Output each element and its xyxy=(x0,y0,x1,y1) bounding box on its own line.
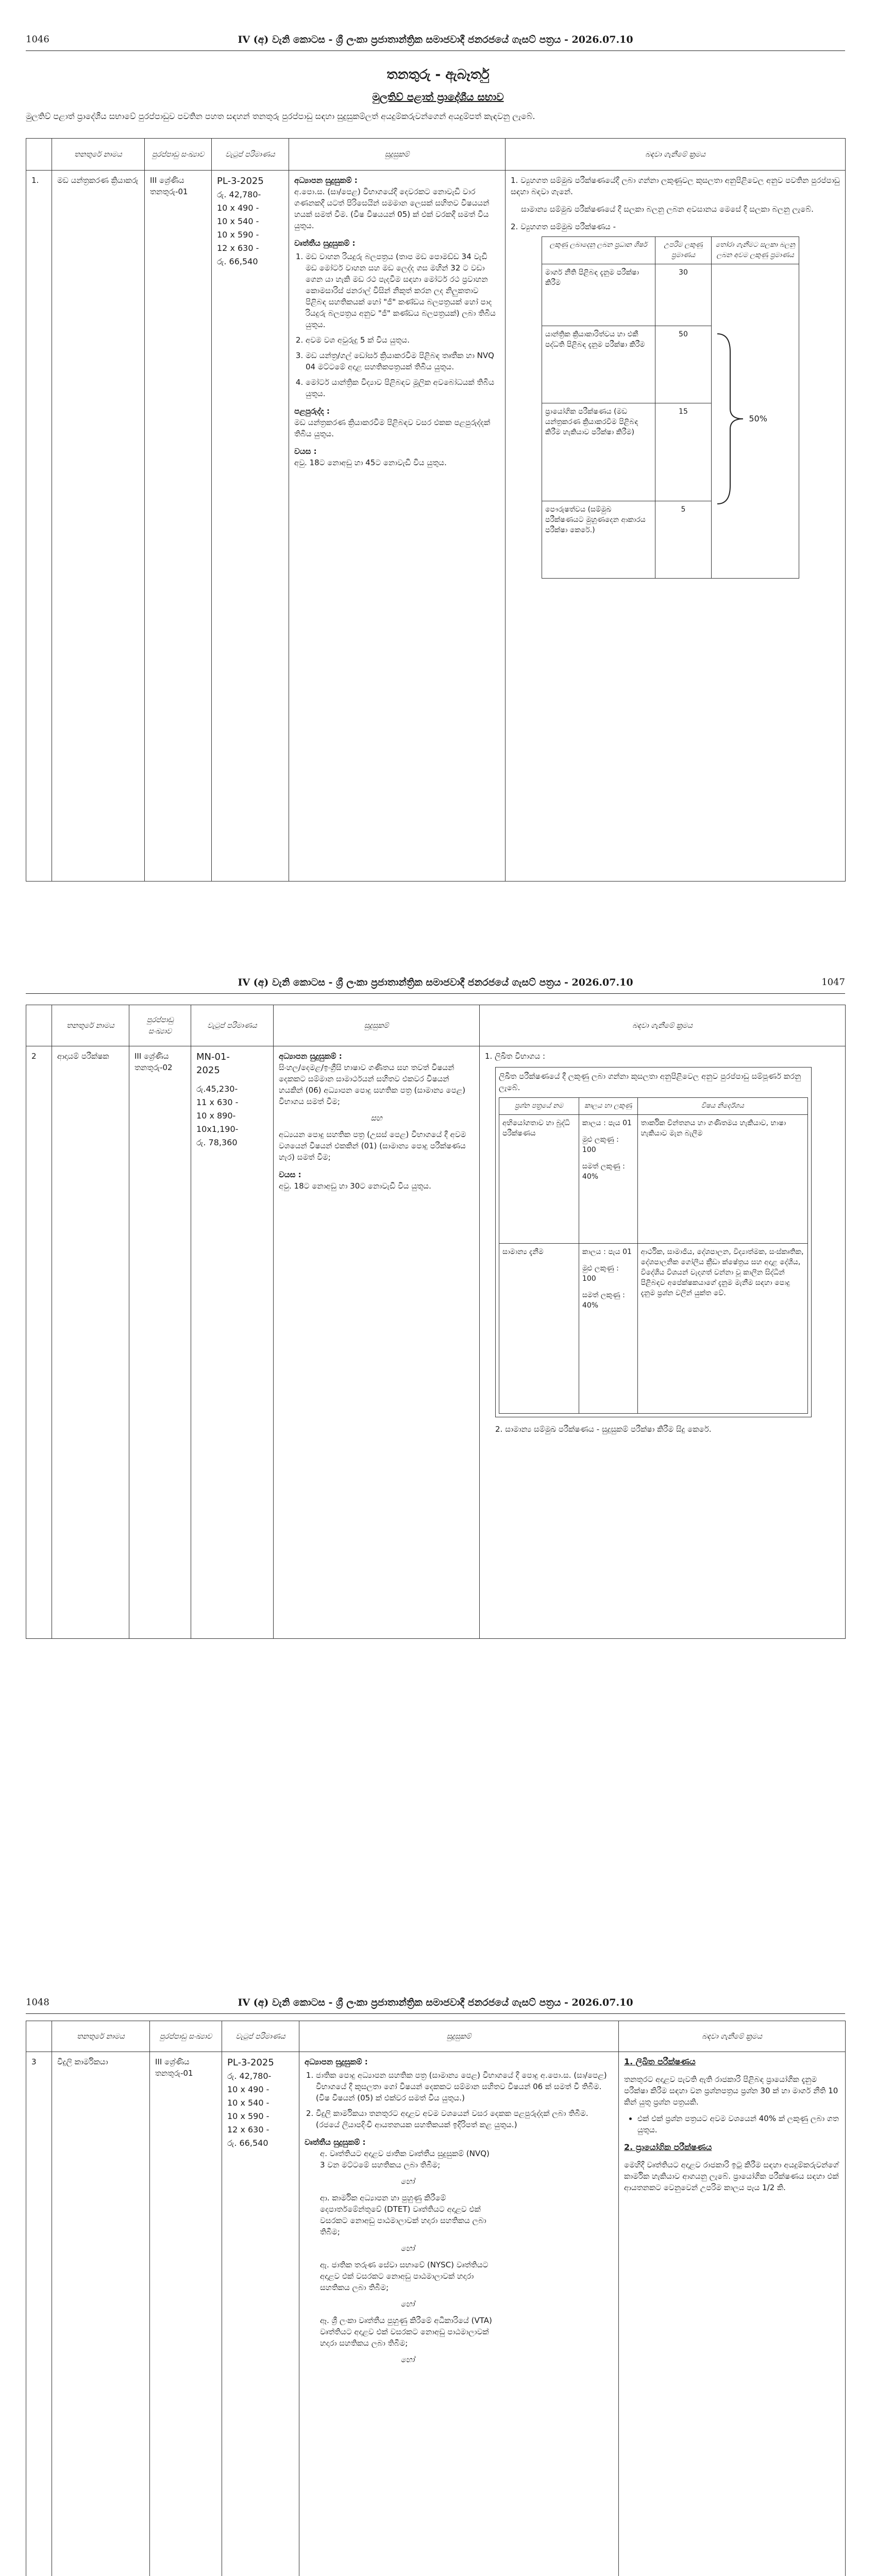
method-step-2: 2. ව්‍යුහගත සම්මුඛ පරීක්ෂණය - xyxy=(511,222,616,231)
inner-col-max: උපරිම ලකුණු ප්‍රමාණය xyxy=(655,237,712,264)
salary-scale xyxy=(191,1046,274,1639)
vacancy-count: III ශ්‍රේණිය තනතුරු-02 xyxy=(129,1046,191,1639)
qualifications-cell xyxy=(299,2052,619,2576)
voc-heading: වෘත්තීය සුදුසුකම් : xyxy=(294,239,356,248)
edu-heading: අධ්‍යාපන සුදුසුකම් : xyxy=(294,176,358,185)
vacancy-table xyxy=(26,1005,846,1639)
col-vacancy: පුරප්පාඩු සංඛ්‍යාව xyxy=(145,139,212,171)
header-title: IV (අ) වැනි කොටස - ශ්‍රී ලංකා ප්‍රජාතාන්ත්‍රික සමාජවාදී ජනරජයේ ගැසට් පත්‍රය - 2026.07.10 xyxy=(238,977,633,988)
salary-line: රු. 66,540 xyxy=(227,2138,268,2148)
or-label: හෝ xyxy=(400,2355,415,2364)
row-number: 2 xyxy=(26,1046,52,1639)
salary-line: 10 x 540 - xyxy=(217,216,259,226)
col-no xyxy=(26,1005,52,1046)
vacancy-table xyxy=(26,2021,846,2576)
list-item: ඈ. ශ්‍රී ලංකා වෘත්තීය පුහුණු කිරීමේ අධිකාරියේ (VTA) වෘත්තියට අදාළව එක් වසරකට නොඅඩු පාඨමාලාවක් හදාරා සහතිකය ලබා තිබීම; xyxy=(320,2316,492,2348)
method-step-2: 2. ප්‍රායෝගික පරීක්ෂණය xyxy=(624,2142,712,2152)
inner-label: පෞරුෂත්වය (සම්මුඛ පරීක්ෂණයට මුහුණදෙන ආකාරය පරීක්ෂා කෙරේ.) xyxy=(542,501,655,579)
inner-col-head: ලකුණු ලබාදෙනු ලබන ප්‍රධාන ශීර්ෂ xyxy=(542,237,655,264)
written-exam-box xyxy=(495,1067,812,1417)
method-step-1: 1. ව්‍යුහගත සම්මුඛ පරීක්ෂණයේදී ලබා ගන්නා ලකුණුවල කුසලතා අනුපිළිවෙල අනුව පවතින පුරප්පාඩු සඳහා බඳවා ගැනේ. xyxy=(511,176,840,196)
age-text: අවු. 18ට නොඅඩු හා 30ට නොවැඩි විය යුතුය. xyxy=(279,1181,431,1191)
list-item: ඇ. ජාතික තරුණ සේවා සභාවේ (NYSC) වෘත්තියට අදාළව එක් වසරකට නොඅඩු පාඨමාලාවක් හදාරා සහතිකය ලබා තිබීම; xyxy=(320,2260,488,2292)
list-item: 2. අවම වශ අවුරුදු 5 ක් විය යුතුය. xyxy=(306,334,500,346)
vacancy-count: III ශ්‍රේණිය තනතුරු-01 xyxy=(150,2052,222,2576)
salary-line: 12 x 630 - xyxy=(227,2125,269,2134)
method-step-1-text: ලිඛිත විභාගය : xyxy=(495,1052,546,1061)
col-no xyxy=(26,2021,52,2052)
salary-line: රු. 78,360 xyxy=(196,1138,238,1147)
salary-line: රු. 42,780- xyxy=(227,2071,272,2081)
exp-text: මඩ යන්ත්‍රකරණ ක්‍රියාකරවීම පිළිබඳව වසර එකක පළපුරුද්දක් තිබිය යුතුය. xyxy=(294,418,491,438)
salary-line: 10 x 590 - xyxy=(217,230,259,240)
table-row xyxy=(26,171,846,882)
inner-min-cell xyxy=(712,264,799,579)
method-step-2: 2. සාමාන්‍ය සම්මුඛ පරීක්ෂණය - සුදුසුකම් පරීක්ෂා කිරීම සිදු කෙරේ. xyxy=(495,1425,712,1434)
method-step-1-desc: තනතුරට අදාළව පැවති ඇති රාජකාරි පිළිබඳ ප්‍රායෝගික දැනුම පරීක්ෂා කිරීම සඳහා වන ප්‍රශ්නපත්‍රය ප්‍රශ්න 30 ක් හා මාර්ග නීති 10 කින් යුතු ප්‍රශ්න පත්‍රයකි. xyxy=(624,2075,838,2107)
col-post: තනතුරේ නාමය xyxy=(52,139,145,171)
caption-subtitle: මුලතිව් පළාත් ප්‍රාදේශීය සභාව xyxy=(372,91,504,103)
exam-col-name: ප්‍රශ්න පත්‍රයේ නම xyxy=(499,1098,579,1115)
exam-syllabus: තාර්කික චින්තනය හා ගණිතමය හැකියාව, භාෂා හැකියාව මැන බැලීම xyxy=(637,1115,808,1244)
col-no xyxy=(26,139,52,171)
salary-line: රු. 42,780- xyxy=(217,190,261,199)
table-row xyxy=(26,1046,846,1639)
table-row xyxy=(499,1244,808,1414)
col-method: බඳවා ගැනීමේ ක්‍රමය xyxy=(480,1005,846,1046)
list-item: • එක් එක් ප්‍රශ්න පත්‍රයට අවම වශයෙන් 40% ක් ලකුණු ලබා ගත යුතුය. xyxy=(637,2113,840,2136)
col-post: තනතුරේ නාමය xyxy=(52,2021,150,2052)
page-header xyxy=(26,1994,845,2014)
exam-syllabus: ආර්ථික, සාමාජීය, දේශපාලන, විද්‍යාත්මක, සංස්කෘතික, දේශපාලනික ගෝලීය ක්‍රීඩා ක්ෂේත්‍රය සහ අදාළ දේශීය, විදේශීය විශයන් වැදගත් වන්නා වූ කාලීන සිද්ධීන් පිළිබඳව අපේක්ෂකයාගේ දැනුම මැනීම සඳහා පොදු දැනුම ප්‍රශ්න වලින් යුක්ත වේ. xyxy=(637,1244,808,1414)
interview-marks-table xyxy=(542,236,799,579)
method-step-1-desc: ලිඛිත පරීක්ෂණයේ දී ලකුණු ලබා ගන්නා කුසලතා අනුපිළිවෙල අනුව පුරප්පාඩු සම්පූර්ණ කරනු ලැබේ. xyxy=(499,1072,801,1092)
salary-line: රු. 66,540 xyxy=(217,257,258,266)
method-step-1-text: ව්‍යුහගත සම්මුඛ පරීක්ෂණයේදී ලබා ගන්නා ලකුණුවල කුසලතා අනුපිළිවෙල අනුව පවතින පුරප්පාඩු සඳහා බඳවා ගැනේ. xyxy=(511,176,840,196)
vacancy-table xyxy=(26,138,846,882)
col-qualifications: සුදුසුකම් xyxy=(289,139,506,171)
exp-heading: පළපුරුද්ද : xyxy=(294,406,330,416)
page-number: 1047 xyxy=(821,977,845,988)
gazette-page-1046 xyxy=(0,0,876,943)
method-step-1: 1. ලිඛිත විභාගය : xyxy=(485,1052,546,1061)
exam-time-cell xyxy=(579,1115,637,1244)
exam-total: මුළු ලකුණු : 100 xyxy=(582,1264,619,1283)
edu-list xyxy=(305,2070,613,2130)
page-header xyxy=(26,31,845,52)
salary-scale xyxy=(222,2052,299,2576)
page-number: 1048 xyxy=(26,1997,49,2008)
or-label: හෝ xyxy=(400,2299,415,2309)
salary-line: 11 x 630 - xyxy=(196,1097,239,1107)
post-name: ආදායම් පරීක්ෂක xyxy=(52,1046,129,1639)
salary-line: MN-01- xyxy=(196,1052,230,1062)
header-rule xyxy=(26,50,845,51)
list-item: ආ. කාර්මික අධ්‍යාපන හා පුහුණු කිරීමේ දෙපාර්තමේන්තුවේ (DTET) වෘත්තියට අදාළව එක් වසරකට නොඅඩු පාඨමාලාවක් හදාරා සහතිකය ලබා තිබීම; xyxy=(320,2193,486,2236)
gazette-page-1047 xyxy=(0,943,876,1963)
col-method: බඳවා ගැනීමේ ක්‍රමය xyxy=(506,139,846,171)
table-row xyxy=(542,264,799,326)
method-cell xyxy=(619,2052,846,2576)
salary-scale xyxy=(212,171,289,882)
salary-code: PL-3-2025 xyxy=(227,2057,274,2068)
voc-list xyxy=(305,2148,495,2365)
inner-max: 50 xyxy=(655,326,712,403)
salary-line: රු.45,230- xyxy=(196,1084,238,1094)
edu-heading: අධ්‍යාපන සුදුසුකම් : xyxy=(305,2057,368,2066)
header-rule xyxy=(26,993,845,994)
inner-max: 30 xyxy=(655,264,712,326)
qualifications-cell xyxy=(289,171,506,882)
header-title: IV (අ) වැනි කොටස - ශ්‍රී ලංකා ප්‍රජාතාන්ත්‍රික සමාජවාදී ජනරජයේ ගැසට් පත්‍රය - 2026.07.10 xyxy=(238,1997,633,2008)
vacancy-count: III ශ්‍රේණිය තනතුරු-01 xyxy=(145,171,212,882)
method-cell xyxy=(506,171,846,882)
edu-text-1: සිංහල/දෙමළ/ඉංග්‍රීසි භාෂාව ගණිතය සහ තවත් විෂයන් දෙකකට සම්මාන සාමාර්ථයන් සහිතව එකවර විෂයන් හයකින් (06) අධ්‍යාපන පොදු සහතික පත්‍ර (සාමාන්‍ය පෙළ) විභාගය සමත් වීම; xyxy=(279,1063,466,1106)
method-bullets xyxy=(624,2113,840,2136)
col-vacancy: පුරප්පාඩු සංඛ්‍යාව xyxy=(129,1005,191,1046)
exam-name: සාමාන්‍ය දැනීම xyxy=(499,1244,579,1414)
inner-col-min: තෝරා ගැනීමට සලකා බලනු ලබන අවම ලකුණු ප්‍රමාණය xyxy=(712,237,799,264)
method-note: සාමාන්‍ය සම්මුඛ පරීක්ෂණයේ දී සලකා බලනු ලබන අවසානය මෙසේ දී සලකා බලනු ලැබේ. xyxy=(521,205,814,214)
inner-label: මාර්ග නීති පිළිබඳ දැනුම පරීක්ෂා කිරීම xyxy=(542,264,655,326)
inner-max: 5 xyxy=(655,501,712,579)
list-item: 1. ජාතික පොදු අධ්‍යාපන සහතික පත්‍ර (සාමාන්‍ය පෙළ) විභාගයේ දී පොදු අ.පො.ස. (සා/පෙළ) විභාගයේ දී කුසලතා ගෝ විෂයන් දෙකකට සම්මාන සහිතව විෂයන් 06 ක් සමත් වී තිබීම. (විෂ විෂයන් (05) ක් එක්වර සමත් විය යුතුය.) xyxy=(316,2070,613,2104)
intro-paragraph: මුලතිව් පළාත් ප්‍රාදේශීය සභාවේ පුරප්පාඩුව පවතින පහත සඳහන් තනතුරු පුරප්පාඩු සඳහා සුදුසුකම්ලත් අයදුම්කරුවන්ගෙන් අයදුම්පත් කැඳවනු ලැබේ. xyxy=(26,111,535,121)
age-heading: වයස : xyxy=(279,1170,301,1179)
age-text: අවු. 18ට නොඅඩු හා 45ට නොවැඩි විය යුතුය. xyxy=(294,458,447,467)
and-label: සහ xyxy=(370,1113,382,1123)
salary-line: 10 x 490 - xyxy=(217,203,259,213)
list-item: 2. විදුලි කාර්මිකයා තනතුරට අදාළව අවම වශයෙන් වසර දෙකක පළපුරුද්දක් ලබා තිබීම. (රජයේ ලියාපදිංචි ආයතනයක සහතිකයක් ඉදිරිපත් කළ යුතුය.) xyxy=(316,2108,613,2130)
list-item: 4. මෝටර් යාන්ත්‍රික විද්‍යාව පිළිබඳව මූලික අවබෝධයක් තිබිය යුතුය. xyxy=(306,377,500,399)
inner-min-value: 50% xyxy=(749,414,767,423)
post-name: විදුලි කාර්මිකයා xyxy=(52,2052,150,2576)
list-item: අ. වෘත්තියට අදාළව ජාතික වෘත්තීය සුදුසුකම් (NVQ) 3 වන මට්ටමේ සහතිකය ලබා තිබීම; xyxy=(320,2149,490,2170)
brace-icon xyxy=(715,331,746,506)
voc-list xyxy=(294,251,500,399)
salary-line: 12 x 630 - xyxy=(217,243,259,253)
method-step-2-text: ව්‍යුහගත සම්මුඛ පරීක්ෂණය - xyxy=(520,222,616,231)
salary-line xyxy=(196,1077,268,1082)
inner-label: යාන්ත්‍රික ක්‍රියාකාරිත්වය හා එකී පද්ධති පිළිබඳ දැනුම පරීක්ෂා කිරීම xyxy=(542,326,655,403)
method-cell xyxy=(480,1046,846,1639)
col-salary: වැටුප් පරිමාණය xyxy=(222,2021,299,2052)
col-salary: වැටුප් පරිමාණය xyxy=(212,139,289,171)
col-qualifications: සුදුසුකම් xyxy=(274,1005,480,1046)
or-label: හෝ xyxy=(400,2177,415,2186)
inner-label: ප්‍රායෝගික පරීක්ෂණය (මඩ යන්ත්‍රකරණ ක්‍රියාකරවීම පිළිබඳ කිරීම හැකියාව පරීක්ෂා කිරීම) xyxy=(542,403,655,501)
salary-line: 10 x 590 - xyxy=(227,2111,269,2121)
page-header xyxy=(26,974,845,994)
inner-max: 15 xyxy=(655,403,712,501)
col-salary: වැටුප් පරිමාණය xyxy=(191,1005,274,1046)
post-name: මඩ යන්ත්‍රකරණ ක්‍රියාකරු xyxy=(52,171,145,882)
method-step-2-desc: මෙහිදී වෘත්තියට අදාළව රාජකාරි ඉටු කිරීම සඳහා අයදුම්කරුවන්ගේ කාර්මික හැකියාව ආගයනු ලැබේ. ප්‍රායෝගික පරීක්ෂණය සඳහා එක් ආයතනකට වෙනුවෙන් උපරිම කාලය පැය 1/2 කි. xyxy=(624,2160,839,2192)
age-heading: වයස : xyxy=(294,447,317,456)
edu-heading: අධ්‍යාපන සුදුසුකම් : xyxy=(279,1052,342,1061)
exam-total: මුළු ලකුණු : 100 xyxy=(582,1136,619,1154)
salary-code: PL-3-2025 xyxy=(217,176,264,187)
caption-title: තනතුරු - ඇබෑර්තු xyxy=(386,67,490,82)
qualifications-cell xyxy=(274,1046,480,1639)
table-row xyxy=(499,1115,808,1244)
col-method: බඳවා ගැනීමේ ක්‍රමය xyxy=(619,2021,846,2052)
exam-pass: සමත් ලකුණු : 40% xyxy=(582,1291,625,1310)
table-row xyxy=(26,2052,846,2576)
list-item: 1. මඩ වාහන රියදුරු බලපත්‍රය (තාප මඩ පොමඩ්ඩ 34 වැඩි මඩ මෝටර් වාහන සහ මඩ ලෙද්ද ගස මහින් 32 ට වඩා ගෙන යා හැකි මඩ රථ පැදවීම සඳහා මෝටර් රථ ප්‍රවාහන කොමසාරිස් ජනරාල් විසින් නිකුත් කරන ලද නිලුකතාව පිළිබඳ සහතිකයක් හෝ "ජී" කණ්ඩය බලපත්‍රයක් හෝ පාද රියදුරු බලපත්‍රය අනුව "ජී" කණ්ඩය බලපත්‍රයක්) ලබා තිබිය යුතුය. xyxy=(306,251,500,330)
exam-col-time: කාලය හා ලකුණු xyxy=(579,1098,637,1115)
exam-pass: සමත් ලකුණු : 40% xyxy=(582,1162,625,1181)
header-rule xyxy=(26,2013,845,2014)
page-number: 1046 xyxy=(26,34,49,45)
salary-line: 10 x 890- xyxy=(196,1111,236,1121)
list-item: 3. මඩ යන්ත්‍ර/ගල් ඩෝසර් ක්‍රියාකරවීම පිළිබඳ තෘතීක හා NVQ 04 මට්ටමේ අදාළ සහතිකපත්‍රයක් තිබිය යුතුය. xyxy=(306,350,500,372)
edu-text: අ.පො.ස. (සා/පෙළ) විභාගයේදී දෙවරකට නොවැඩි වාර ගණනකදී යටත් පිරිසෙයින් සමමාන ලෙසක් සහිතව විෂයයන් හයක් සමත් වීම. (විෂ විෂයයන් 05) ක් එක් වරකදී සමත් විය යුතුය. xyxy=(294,187,490,230)
salary-line: 10 x 540 - xyxy=(227,2098,269,2108)
edu-text-2: අධ්‍යයන පොදු සහතික පත්‍ර (උසස් පෙළ) විභාගයේ දී අවම වශයෙන් විෂයන් එකකින් (01) (සාමාන්‍ය පොදු පරීක්ෂණය හැර) සමත් වීම; xyxy=(279,1130,466,1162)
exam-paper-table xyxy=(499,1097,808,1414)
row-number: 1. xyxy=(26,171,52,882)
voc-heading: වෘත්තීය සුදුසුකම් : xyxy=(305,2138,366,2147)
col-vacancy: පුරප්පාඩු සංඛ්‍යාව xyxy=(150,2021,222,2052)
col-post: තනතුරේ නාමය xyxy=(52,1005,129,1046)
row-number: 3 xyxy=(26,2052,52,2576)
or-label: හෝ xyxy=(400,2244,415,2253)
exam-col-syllabus: විෂය නිර්දේශය xyxy=(637,1098,808,1115)
exam-time: කාලය : පැය 01 xyxy=(582,1248,632,1256)
col-qualifications: සුදුසුකම් xyxy=(299,2021,619,2052)
exam-name: අභියෝගතාව හා බුද්ධි පරීක්ෂණය xyxy=(499,1115,579,1244)
method-step-2-text: සාමාන්‍ය සම්මුඛ පරීක්ෂණය - සුදුසුකම් පරීක්ෂා කිරීම සිදු කෙරේ. xyxy=(505,1425,712,1434)
method-step-1: 1. ලිඛිත පරීක්ෂණය xyxy=(624,2057,696,2066)
header-title: IV (අ) වැනි කොටස - ශ්‍රී ලංකා ප්‍රජාතාන්ත්‍රික සමාජවාදී ජනරජයේ ගැසට් පත්‍රය - 2026.07.10 xyxy=(238,34,633,45)
exam-time: කාලය : පැය 01 xyxy=(582,1119,632,1127)
gazette-page-1048 xyxy=(0,1963,876,2576)
salary-line: 10 x 490 - xyxy=(227,2084,269,2094)
salary-line: 10x1,190- xyxy=(196,1124,239,1134)
salary-line: 2025 xyxy=(196,1065,220,1076)
exam-time-cell xyxy=(579,1244,637,1414)
